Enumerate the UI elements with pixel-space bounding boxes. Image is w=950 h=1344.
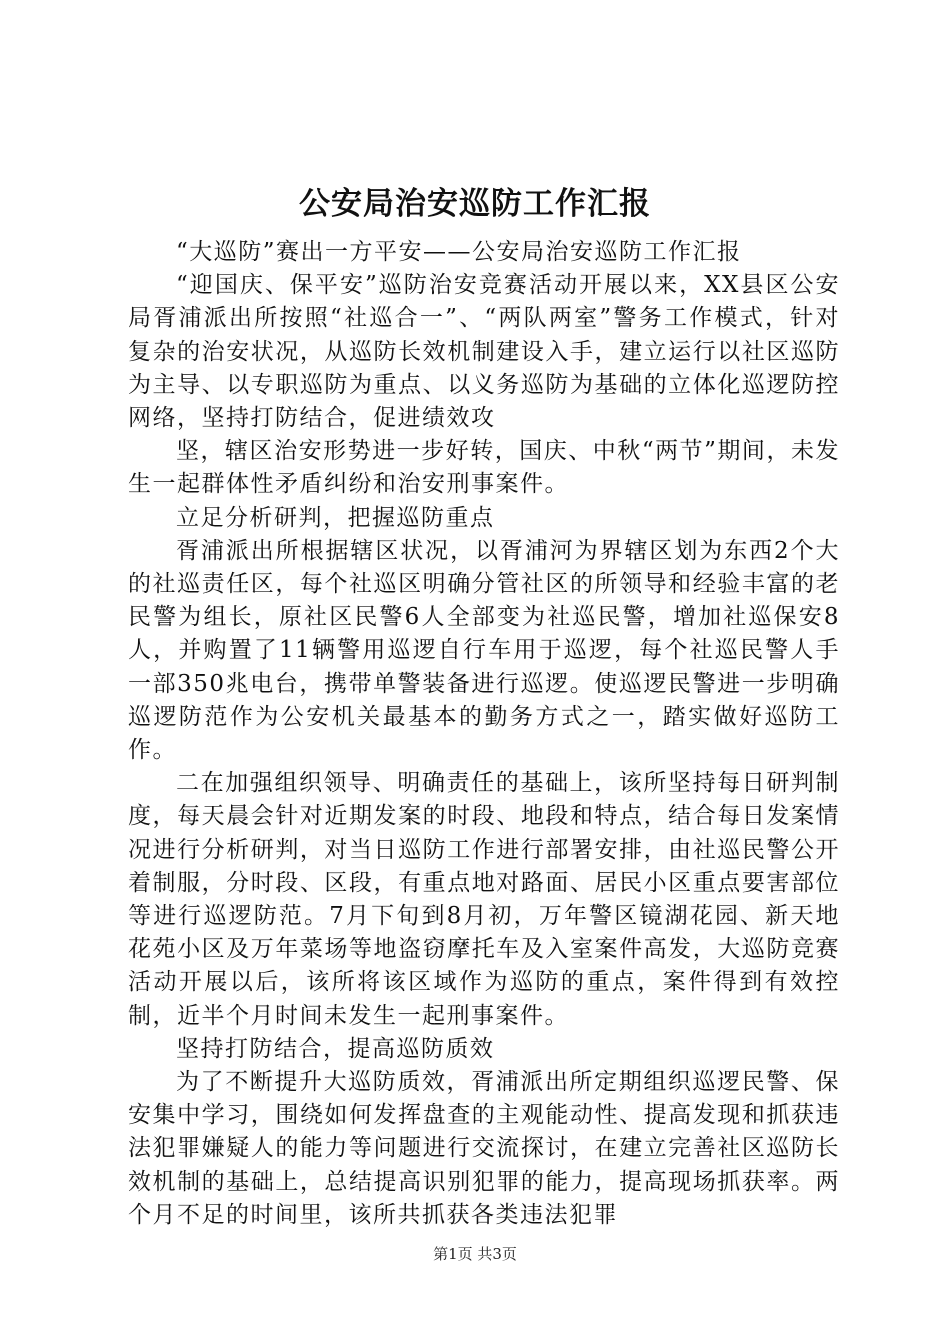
body-paragraph: 二在加强组织领导、明确责任的基础上，该所坚持每日研判制度，每天晨会针对近期发案的时段、地段和特点，结合每日发案情况进行分析研判，对当日巡防工作进行部署安排，由社巡民警公开着制服，分时段、区段，有重点地对路面、居民小区重点要害部位等进行巡逻防范。7月下旬到8月初，万年警区镜湖花园、新天地花苑小区及万年菜场等地盗窃摩托车及入室案件高发，大巡防竞赛活动开展以后，该所将该区域作为巡防的重点，案件得到有效控制，近半个月时间未发生一起刑事案件。 [128, 770, 840, 1029]
document-title: 公安局治安巡防工作汇报 [299, 186, 651, 222]
document-body [128, 236, 840, 1232]
body-paragraph: 胥浦派出所根据辖区状况，以胥浦河为界辖区划为东西2个大的社巡责任区，每个社巡区明确分管社区的所领导和经验丰富的老民警为组长，原社区民警6人全部变为社巡民警，增加社巡保安8人，并购置了11辆警用巡逻自行车用于巡逻，每个社巡民警人手一部350兆电台，携带单警装备进行巡逻。使巡逻民警进一步明确巡逻防范作为公安机关最基本的勤务方式之一，踏实做好巡防工作。 [128, 537, 840, 764]
section-heading-combination: 坚持打防结合，提高巡防质效 [176, 1035, 495, 1062]
intro-paragraph: “迎国庆、保平安”巡防治安竞赛活动开展以来，XX县区公安局胥浦派出所按照“社巡合一”、“两队两室”警务工作模式，针对复杂的治安状况，从巡防长效机制建设入手，建立运行以社区巡防为主导、以专职巡防为重点、以义务巡防为基础的立体化巡逻防控网络，坚持打防结合，促进绩效攻 [128, 272, 840, 432]
section-heading-analysis: 立足分析研判，把握巡防重点 [176, 504, 495, 531]
page-footer: 第1页 共3页 [433, 1245, 517, 1263]
body-paragraph: 为了不断提升大巡防质效，胥浦派出所定期组织巡逻民警、保安集中学习，围绕如何发挥盘查的主观能动性、提高发现和抓获违法犯罪嫌疑人的能力等问题进行交流探讨，在建立完善社区巡防长效机制的基础上，总结提高识别犯罪的能力，提高现场抓获率。两个月不足的时间里，该所共抓获各类违法犯罪 [128, 1069, 840, 1228]
intro-continuation-paragraph: 坚，辖区治安形势进一步好转，国庆、中秋“两节”期间，未发生一起群体性矛盾纠纷和治安刑事案件。 [128, 438, 840, 498]
subtitle-paragraph: “大巡防”赛出一方平安——公安局治安巡防工作汇报 [176, 239, 742, 265]
